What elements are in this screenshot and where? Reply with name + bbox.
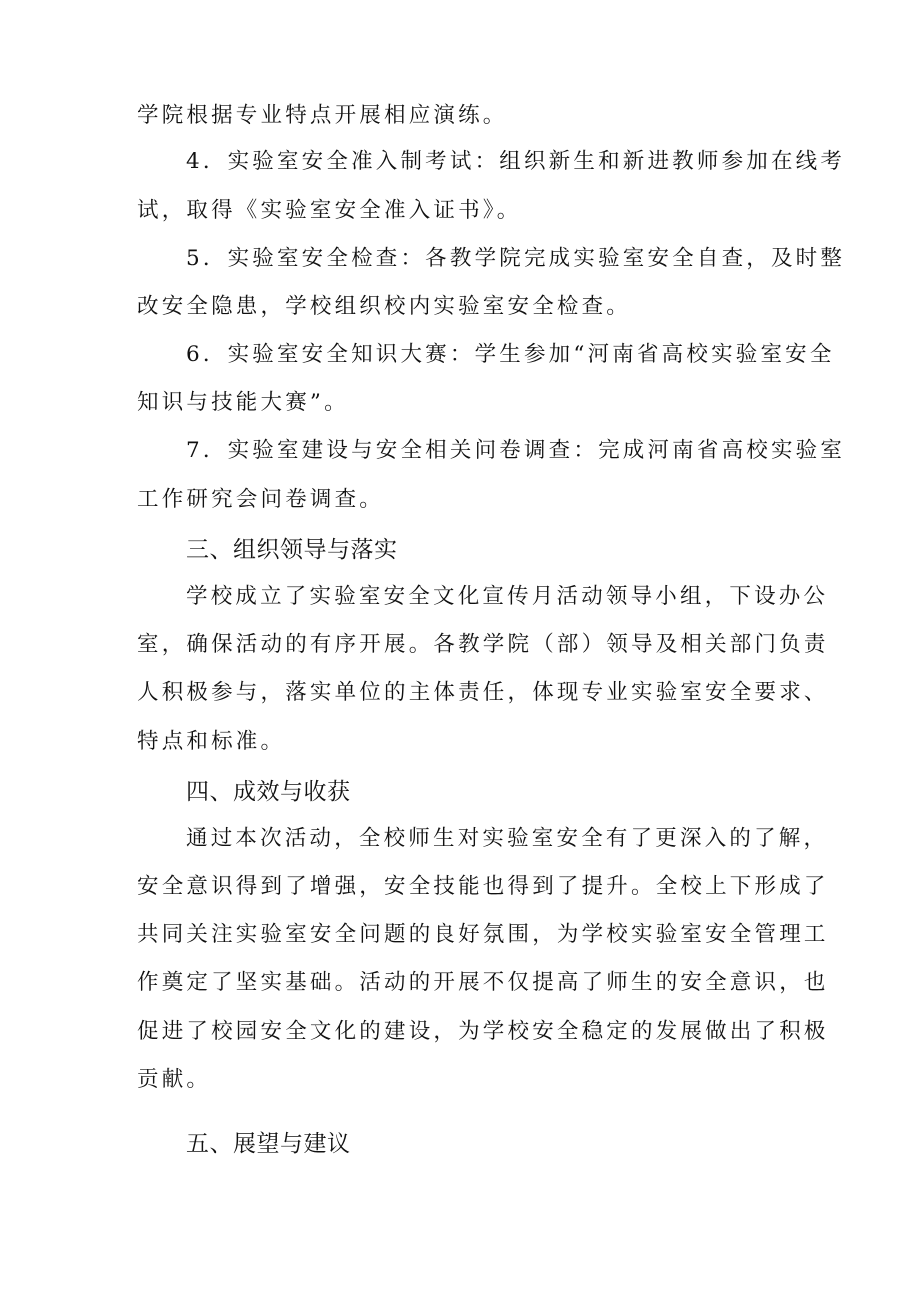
section-results-line-1: 通过本次活动，全校师生对实验室安全有了更深入的了解， (186, 826, 829, 851)
intro-line: 学院根据专业特点开展相应演练。 (137, 103, 508, 128)
section-heading-results: 四、成效与收获 (186, 779, 351, 805)
section-heading-organization: 三、组织领导与落实 (186, 537, 398, 563)
list-item-4-line-1: 4．实验室安全准入制考试：组织新生和新进教师参加在线考 (186, 149, 846, 174)
list-item-6-line-2: 知识与技能大赛”。 (137, 390, 349, 415)
section-organization-line-3: 人积极参与，落实单位的主体责任，体现专业实验室安全要求、 (137, 680, 829, 705)
section-results-line-5: 促进了校园安全文化的建设，为学校安全稳定的发展做出了积极 (137, 1019, 829, 1044)
section-organization-line-4: 特点和标准。 (137, 729, 286, 754)
list-item-7-line-2: 工作研究会问卷调查。 (137, 487, 385, 512)
section-organization-line-1: 学校成立了实验室安全文化宣传月活动领导小组，下设办公 (186, 584, 829, 609)
list-item-5-line-1: 5．实验室安全检查：各教学院完成实验室安全自查，及时整 (186, 246, 846, 271)
section-results-line-6: 贡献。 (137, 1067, 212, 1092)
section-results-line-3: 共同关注实验室安全问题的良好氛围，为学校实验室安全管理工 (137, 922, 829, 947)
list-item-7-line-1: 7．实验室建设与安全相关问卷调查：完成河南省高校实验室 (186, 438, 846, 463)
list-item-6-line-1: 6．实验室安全知识大赛：学生参加“河南省高校实验室安全 (186, 342, 835, 367)
section-results-line-4: 作奠定了坚实基础。活动的开展不仅提高了师生的安全意识，也 (137, 970, 829, 995)
section-heading-outlook: 五、展望与建议 (186, 1131, 351, 1157)
section-organization-line-2: 室，确保活动的有序开展。各教学院（部）领导及相关部门负责 (137, 632, 829, 657)
list-item-4-line-2: 试，取得《实验室安全准入证书》。 (137, 198, 522, 223)
list-item-5-line-2: 改安全隐患，学校组织校内实验室安全检查。 (137, 294, 632, 319)
section-results-line-2: 安全意识得到了增强，安全技能也得到了提升。全校上下形成了 (137, 874, 829, 899)
